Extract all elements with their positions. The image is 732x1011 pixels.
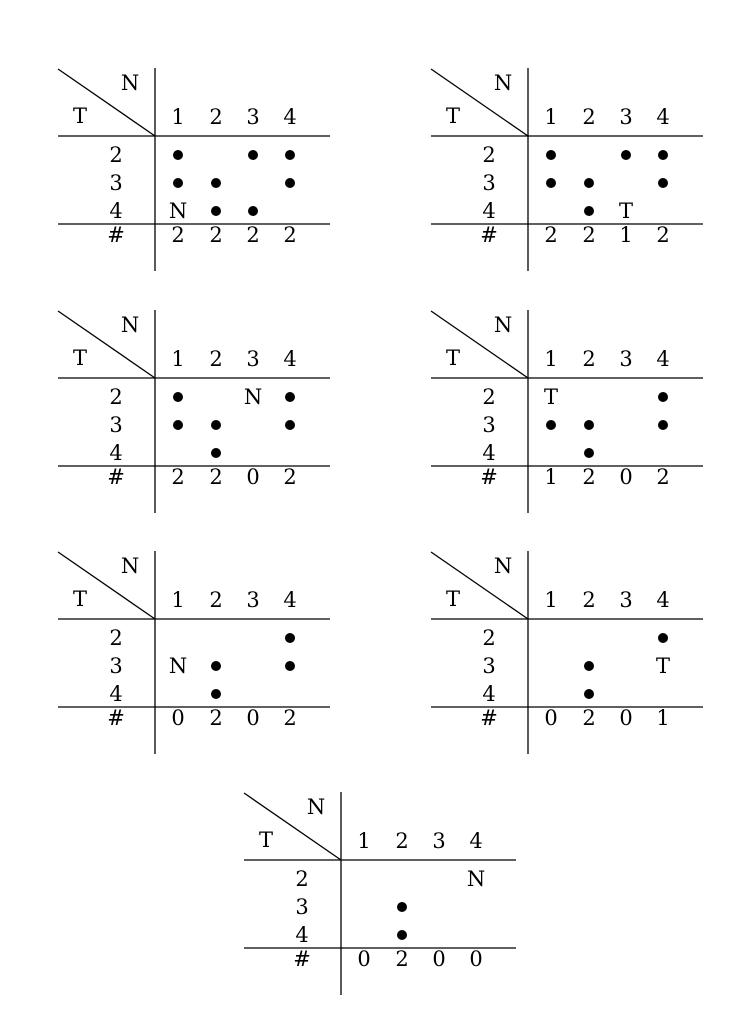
column-header-2: 2: [582, 588, 596, 612]
corner-label-t: T: [445, 587, 460, 611]
dot-marker: [211, 448, 221, 458]
count-value: 1: [656, 706, 670, 730]
column-header-4: 4: [283, 105, 297, 129]
corner-label-t: T: [72, 346, 87, 370]
column-header-1: 1: [171, 588, 185, 612]
column-header-3: 3: [619, 588, 633, 612]
corner-label-t: T: [72, 104, 87, 128]
row-header-2: 2: [109, 143, 123, 167]
dot-marker: [584, 420, 594, 430]
row-header-2: 2: [482, 385, 496, 409]
row-header-3: 3: [482, 413, 496, 437]
column-header-3: 3: [619, 347, 633, 371]
column-header-1: 1: [171, 347, 185, 371]
row-header-3: 3: [295, 895, 309, 919]
corner-label-t: T: [445, 346, 460, 370]
dot-marker: [211, 689, 221, 699]
column-header-3: 3: [619, 105, 633, 129]
count-value: 2: [171, 465, 185, 489]
row-header-4: 4: [482, 199, 496, 223]
dot-marker: [211, 661, 221, 671]
corner-label-t: T: [258, 828, 273, 852]
count-value: 2: [171, 223, 185, 247]
cell-label-t: T: [618, 199, 633, 223]
column-header-3: 3: [432, 829, 446, 853]
column-header-3: 3: [246, 588, 260, 612]
column-header-1: 1: [171, 105, 185, 129]
count-value: 2: [544, 223, 558, 247]
row-header-2: 2: [109, 626, 123, 650]
column-header-1: 1: [544, 588, 558, 612]
dot-marker: [285, 633, 295, 643]
row-header-3: 3: [482, 171, 496, 195]
count-value: 2: [209, 706, 223, 730]
column-header-3: 3: [246, 347, 260, 371]
dot-marker: [211, 420, 221, 430]
table-5: [58, 551, 330, 731]
row-header-4: 4: [109, 441, 123, 465]
dot-marker: [285, 150, 295, 160]
corner-label-n: N: [493, 71, 513, 95]
count-value: 2: [582, 223, 596, 247]
dot-marker: [173, 392, 183, 402]
column-header-2: 2: [582, 347, 596, 371]
table-2: [431, 68, 703, 248]
column-header-4: 4: [656, 105, 670, 129]
dot-marker: [546, 150, 556, 160]
row-header-2: 2: [482, 626, 496, 650]
count-value: 2: [283, 465, 297, 489]
dot-marker: [584, 448, 594, 458]
count-value: 2: [283, 223, 297, 247]
row-header-3: 3: [109, 413, 123, 437]
column-header-4: 4: [656, 347, 670, 371]
dot-marker: [584, 178, 594, 188]
count-value: 2: [209, 223, 223, 247]
dot-marker: [584, 661, 594, 671]
column-header-1: 1: [544, 347, 558, 371]
count-value: 2: [656, 465, 670, 489]
dot-marker: [658, 178, 668, 188]
count-value: 0: [246, 706, 260, 730]
cell-label-n: N: [466, 867, 486, 891]
dot-marker: [658, 420, 668, 430]
count-value: 1: [619, 223, 633, 247]
column-header-2: 2: [395, 829, 409, 853]
dot-marker: [658, 150, 668, 160]
row-header-4: 4: [482, 441, 496, 465]
dot-marker: [546, 178, 556, 188]
count-value: 2: [283, 706, 297, 730]
count-value: 2: [656, 223, 670, 247]
count-label: #: [480, 223, 498, 247]
cell-label-n: N: [243, 385, 263, 409]
column-header-1: 1: [357, 829, 371, 853]
dot-marker: [658, 392, 668, 402]
dot-marker: [658, 633, 668, 643]
dot-marker: [584, 689, 594, 699]
corner-label-n: N: [306, 795, 326, 819]
dot-marker: [285, 420, 295, 430]
column-header-4: 4: [656, 588, 670, 612]
count-label: #: [107, 706, 125, 730]
count-value: 0: [544, 706, 558, 730]
column-header-2: 2: [209, 347, 223, 371]
count-value: 2: [246, 223, 260, 247]
corner-label-n: N: [120, 554, 140, 578]
column-header-4: 4: [283, 347, 297, 371]
row-header-2: 2: [295, 867, 309, 891]
count-value: 1: [544, 465, 558, 489]
table-7: [244, 792, 516, 972]
dot-marker: [211, 206, 221, 216]
dot-marker: [285, 178, 295, 188]
dot-marker: [285, 392, 295, 402]
table-4: [431, 310, 703, 490]
cell-label-t: T: [543, 385, 558, 409]
dot-marker: [211, 178, 221, 188]
count-value: 0: [357, 947, 371, 971]
column-header-2: 2: [209, 588, 223, 612]
cell-label-n: N: [168, 654, 188, 678]
column-header-3: 3: [246, 105, 260, 129]
dot-marker: [248, 150, 258, 160]
count-value: 0: [171, 706, 185, 730]
count-label: #: [107, 223, 125, 247]
count-value: 0: [469, 947, 483, 971]
column-header-1: 1: [544, 105, 558, 129]
dot-marker: [621, 150, 631, 160]
corner-label-t: T: [445, 104, 460, 128]
row-header-4: 4: [295, 923, 309, 947]
dot-marker: [173, 178, 183, 188]
corner-label-n: N: [493, 554, 513, 578]
count-value: 0: [432, 947, 446, 971]
count-value: 2: [582, 465, 596, 489]
row-header-4: 4: [109, 199, 123, 223]
row-header-4: 4: [482, 682, 496, 706]
dot-marker: [285, 661, 295, 671]
table-6: [431, 551, 703, 731]
corner-label-n: N: [120, 313, 140, 337]
dot-marker: [397, 902, 407, 912]
dot-marker: [584, 206, 594, 216]
count-value: 2: [209, 465, 223, 489]
column-header-2: 2: [209, 105, 223, 129]
count-label: #: [293, 947, 311, 971]
dot-marker: [248, 206, 258, 216]
count-value: 0: [619, 706, 633, 730]
row-header-2: 2: [482, 143, 496, 167]
count-value: 2: [395, 947, 409, 971]
row-header-2: 2: [109, 385, 123, 409]
table-1: [58, 68, 330, 248]
dot-marker: [173, 150, 183, 160]
count-value: 0: [619, 465, 633, 489]
count-value: 0: [246, 465, 260, 489]
dot-marker: [546, 420, 556, 430]
count-label: #: [107, 465, 125, 489]
row-header-4: 4: [109, 682, 123, 706]
cell-label-n: N: [168, 199, 188, 223]
column-header-2: 2: [582, 105, 596, 129]
corner-label-n: N: [493, 313, 513, 337]
corner-label-n: N: [120, 71, 140, 95]
row-header-3: 3: [109, 654, 123, 678]
dot-marker: [397, 930, 407, 940]
table-3: [58, 310, 330, 490]
row-header-3: 3: [109, 171, 123, 195]
column-header-4: 4: [469, 829, 483, 853]
corner-label-t: T: [72, 587, 87, 611]
count-value: 2: [582, 706, 596, 730]
count-label: #: [480, 706, 498, 730]
count-label: #: [480, 465, 498, 489]
column-header-4: 4: [283, 588, 297, 612]
row-header-3: 3: [482, 654, 496, 678]
cell-label-t: T: [655, 654, 670, 678]
dot-marker: [173, 420, 183, 430]
